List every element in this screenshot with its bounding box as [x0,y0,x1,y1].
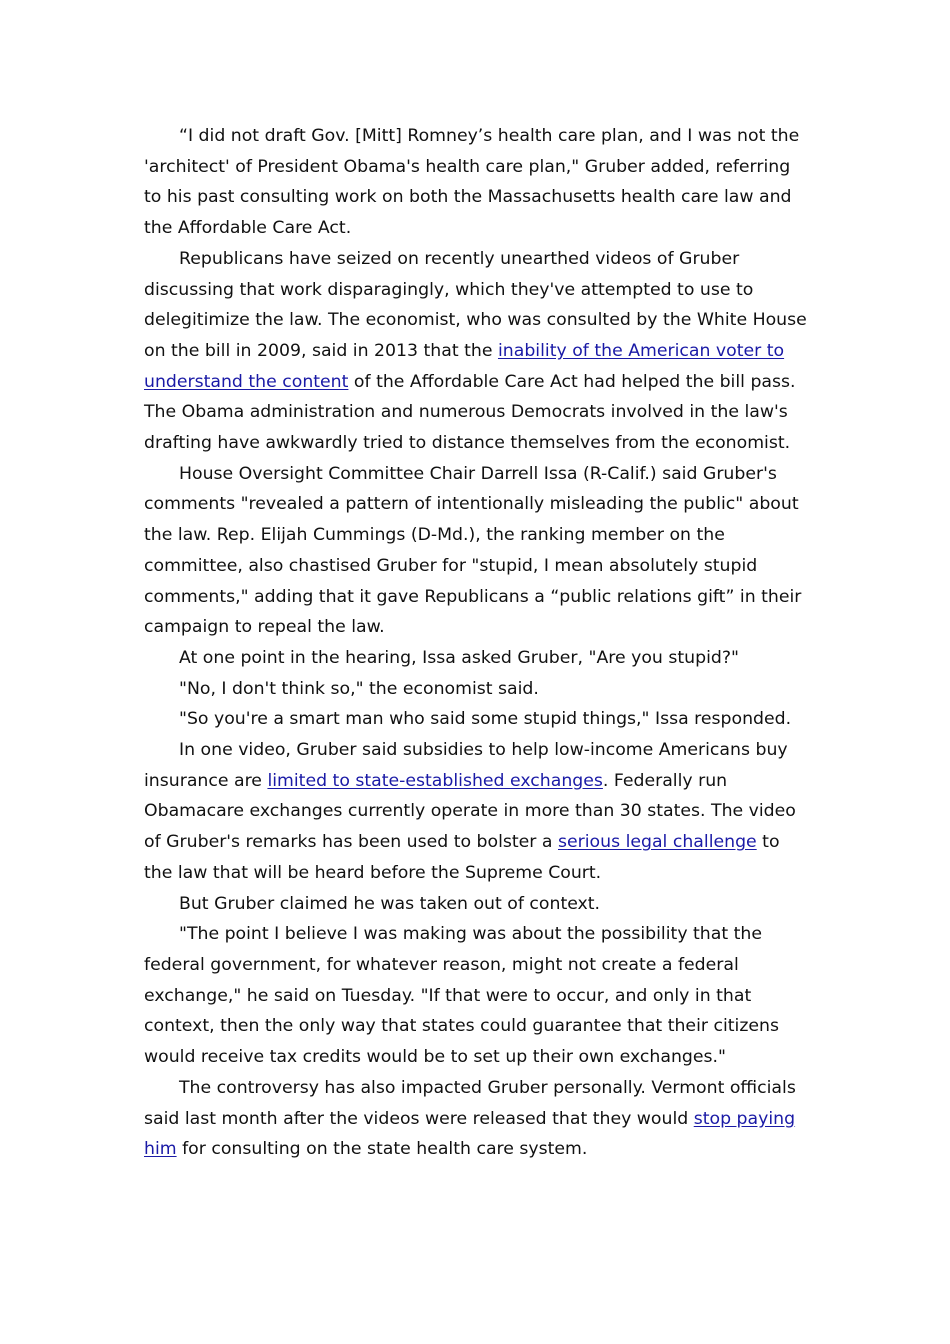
paragraph-3-text: House Oversight Committee Chair Darrell Issa (R-Calif.) said Gruber's comments "revealed a pattern of intentionally misleading the public" about the law. Rep. Elijah Cummings (D-Md.), the ranking member on the committee, also chastised Gruber for "stupid, I mean absolutely stupid comments," adding that it gave Republicans a “public relations gift” in their campaign to repeal the law. [144,463,802,638]
paragraph-7-text-middle: . Federally run Obamacare exchanges currently operate in more than 30 states. The video of Gruber's remarks has been used to bolster a [144,770,796,853]
paragraph-4 [144,643,808,674]
paragraph-4-text: At one point in the hearing, Issa asked Gruber, "Are you stupid?" [179,647,739,668]
paragraph-5-text: "No, I don't think so," the economist said. [179,678,539,699]
paragraph-5 [144,674,808,705]
paragraph-10-text-before: The controversy has also impacted Gruber personally. Vermont officials said last month after the videos were released that they would [144,1077,796,1129]
article-body [144,121,808,1165]
paragraph-10-text-after: for consulting on the state health care system. [176,1139,588,1160]
paragraph-2-text-after: of the Affordable Care Act had helped the bill pass. The Obama administration and numerous Democrats involved in the law's drafting have awkwardly tried to distance themselves from the economist. [144,371,796,454]
link-serious-legal-challenge[interactable]: serious legal challenge [558,832,757,853]
paragraph-7 [144,735,808,889]
paragraph-3 [144,459,808,643]
link-inability-of-voter[interactable]: inability of the American voter to understand the content [144,340,785,392]
paragraph-6-text: "So you're a smart man who said some stupid things," Issa responded. [179,709,792,730]
paragraph-7-text-after: to the law that will be heard before the Supreme Court. [144,832,780,883]
paragraph-2 [144,244,808,459]
paragraph-10 [144,1073,808,1165]
paragraph-8 [144,889,808,920]
link-state-established-exchanges[interactable]: limited to state-established exchanges [267,770,603,791]
paragraph-6 [144,704,808,735]
link-stop-paying-him[interactable]: stop paying him [144,1108,796,1160]
paragraph-8-text: But Gruber claimed he was taken out of context. [179,893,601,914]
paragraph-1-text: “I did not draft Gov. [Mitt] Romney’s health care plan, and I was not the 'architect' of President Obama's health care plan," Gruber added, referring to his past consulting work on both the Massachusetts health care law and the Affordable Care Act. [144,126,800,239]
paragraph-1 [144,121,808,244]
paragraph-9-text: "The point I believe I was making was about the possibility that the federal government, for whatever reason, might not create a federal exchange," he said on Tuesday. "If that were to occur, and only in that context, then the only way that states could guarantee that their citizens would receive tax credits would be to set up their own exchanges." [144,924,780,1068]
paragraph-2-text-before: Republicans have seized on recently unearthed videos of Gruber discussing that work disparagingly, which they've attempted to use to delegitimize the law. The economist, who was consulted by the White House on the bill in 2009, said in 2013 that the [144,248,807,361]
paragraph-9 [144,919,808,1073]
paragraph-7-text-before: In one video, Gruber said subsidies to help low-income Americans buy insurance are [144,740,788,791]
